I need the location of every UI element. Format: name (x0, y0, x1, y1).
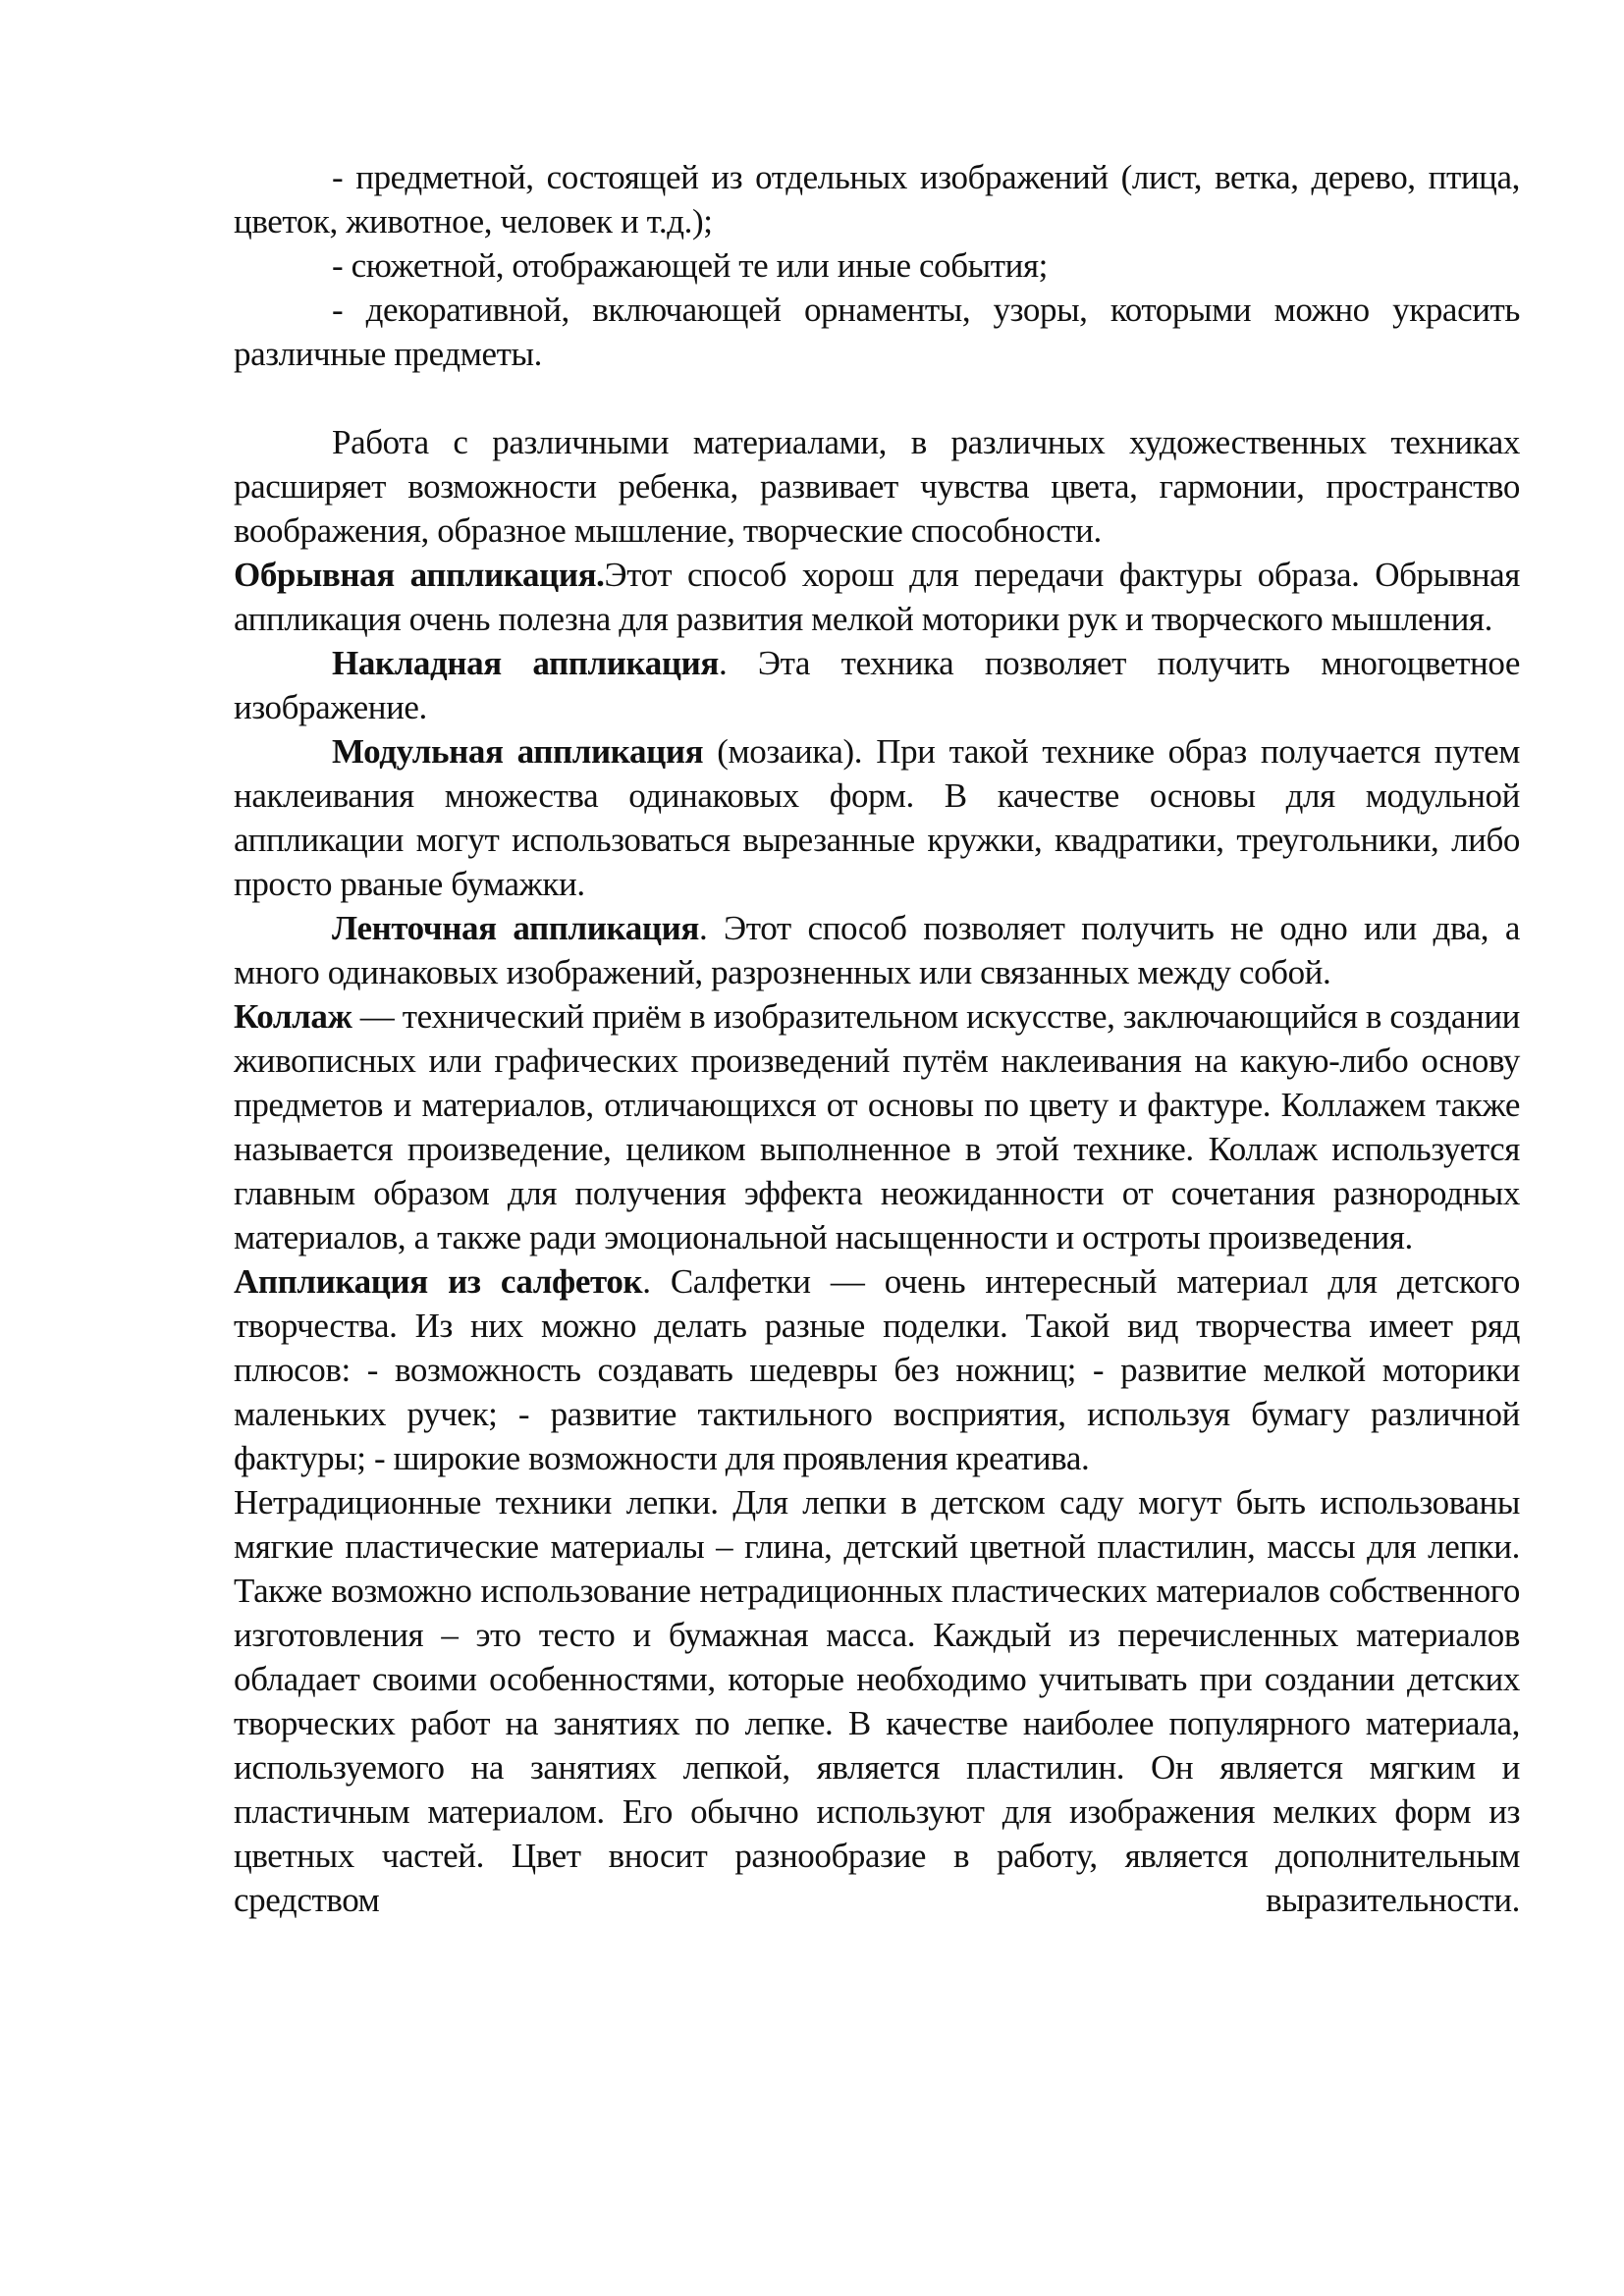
term-heading: Модульная аппликация (332, 732, 704, 771)
paragraph-text: - предметной, состоящей из отдельных изображений (лист, ветка, дерево, птица, цветок, животное, человек и т.д.); (234, 158, 1520, 240)
paragraph-torn-applique (234, 553, 1520, 641)
paragraph-text: (мозаика). При такой технике образ получается путем наклеивания множества одинаковых форм. В качестве основы для модульной аппликации могут использоваться вырезанные кружки, квадратики, треугольники, либо просто рваные бумажки. (234, 732, 1520, 903)
paragraph-text: Нетрадиционные техники лепки. Для лепки в детском саду могут быть использованы мягкие пластические материалы – глина, детский цветной пластилин, массы для лепки. Также возможно использование нетрадиционных пластических материалов собственного изготовления – это тесто и бумажная масса. Каждый из перечисленных материалов обладает своими особенностями, которые необходимо учитывать при создании детских творческих работ на занятиях по лепке. В качестве наиболее популярного материала, используемого на занятиях лепкой, является пластилин. Он является мягким и пластичным материалом. Его обычно используют для изображения мелких форм из цветных частей. Цвет вносит разнообразие в работу, является дополнительным средством выразительности. (234, 1483, 1520, 1919)
paragraph-intro-materials (234, 420, 1520, 553)
list-item-plot (234, 243, 1520, 288)
paragraph-modular-applique (234, 729, 1520, 906)
term-heading: Аппликация из салфеток (234, 1262, 643, 1301)
term-heading: Накладная аппликация (332, 644, 719, 682)
paragraph-text: Этот способ хорош для передачи фактуры образа. Обрывная аппликация очень полезна для развития мелкой моторики рук и творческого мышления. (234, 556, 1520, 638)
paragraph-overlay-applique (234, 641, 1520, 729)
paragraph-modeling-techniques (234, 1480, 1520, 1922)
paragraph-text: — технический приём в изобразительном искусстве, заключающийся в создании живописных или графических произведений путём наклеивания на какую-либо основу предметов и материалов, отличающихся от основы по цвету и фактуре. Коллажем также называется произведение, целиком выполненное в этой технике. Коллаж используется главным образом для получения эффекта неожиданности от сочетания разнородных материалов, а также ради эмоциональной насыщенности и остроты произведения. (234, 997, 1520, 1256)
paragraph-text: . Этот способ позволяет получить не одно или два, а много одинаковых изображений, разрозненных или связанных между собой. (234, 909, 1520, 991)
paragraph-text: - сюжетной, отображающей те или иные события; (332, 246, 1048, 285)
term-heading: Коллаж (234, 997, 352, 1036)
term-heading: Обрывная аппликация. (234, 556, 605, 594)
paragraph-spacer (234, 376, 1520, 420)
paragraph-text: . Эта техника позволяет получить многоцветное изображение. (234, 644, 1520, 726)
paragraph-text: . Салфетки — очень интересный материал для детского творчества. Из них можно делать разные поделки. Такой вид творчества имеет ряд плюсов: - возможность создавать шедевры без ножниц; - развитие мелкой моторики маленьких ручек; - развитие тактильного восприятия, используя бумагу различной фактуры; - широкие возможности для проявления креатива. (234, 1262, 1520, 1477)
paragraph-text: - декоративной, включающей орнаменты, узоры, которыми можно украсить различные предметы. (234, 291, 1520, 373)
list-item-subject (234, 155, 1520, 243)
paragraph-ribbon-applique (234, 906, 1520, 994)
paragraph-text: Работа с различными материалами, в различных художественных техниках расширяет возможности ребенка, развивает чувства цвета, гармонии, пространство воображения, образное мышление, творческие способности. (234, 423, 1520, 550)
list-item-decorative (234, 288, 1520, 376)
document-page (234, 155, 1520, 1922)
paragraph-napkin-applique (234, 1259, 1520, 1480)
term-heading: Ленточная аппликация (332, 909, 699, 947)
paragraph-collage (234, 994, 1520, 1259)
